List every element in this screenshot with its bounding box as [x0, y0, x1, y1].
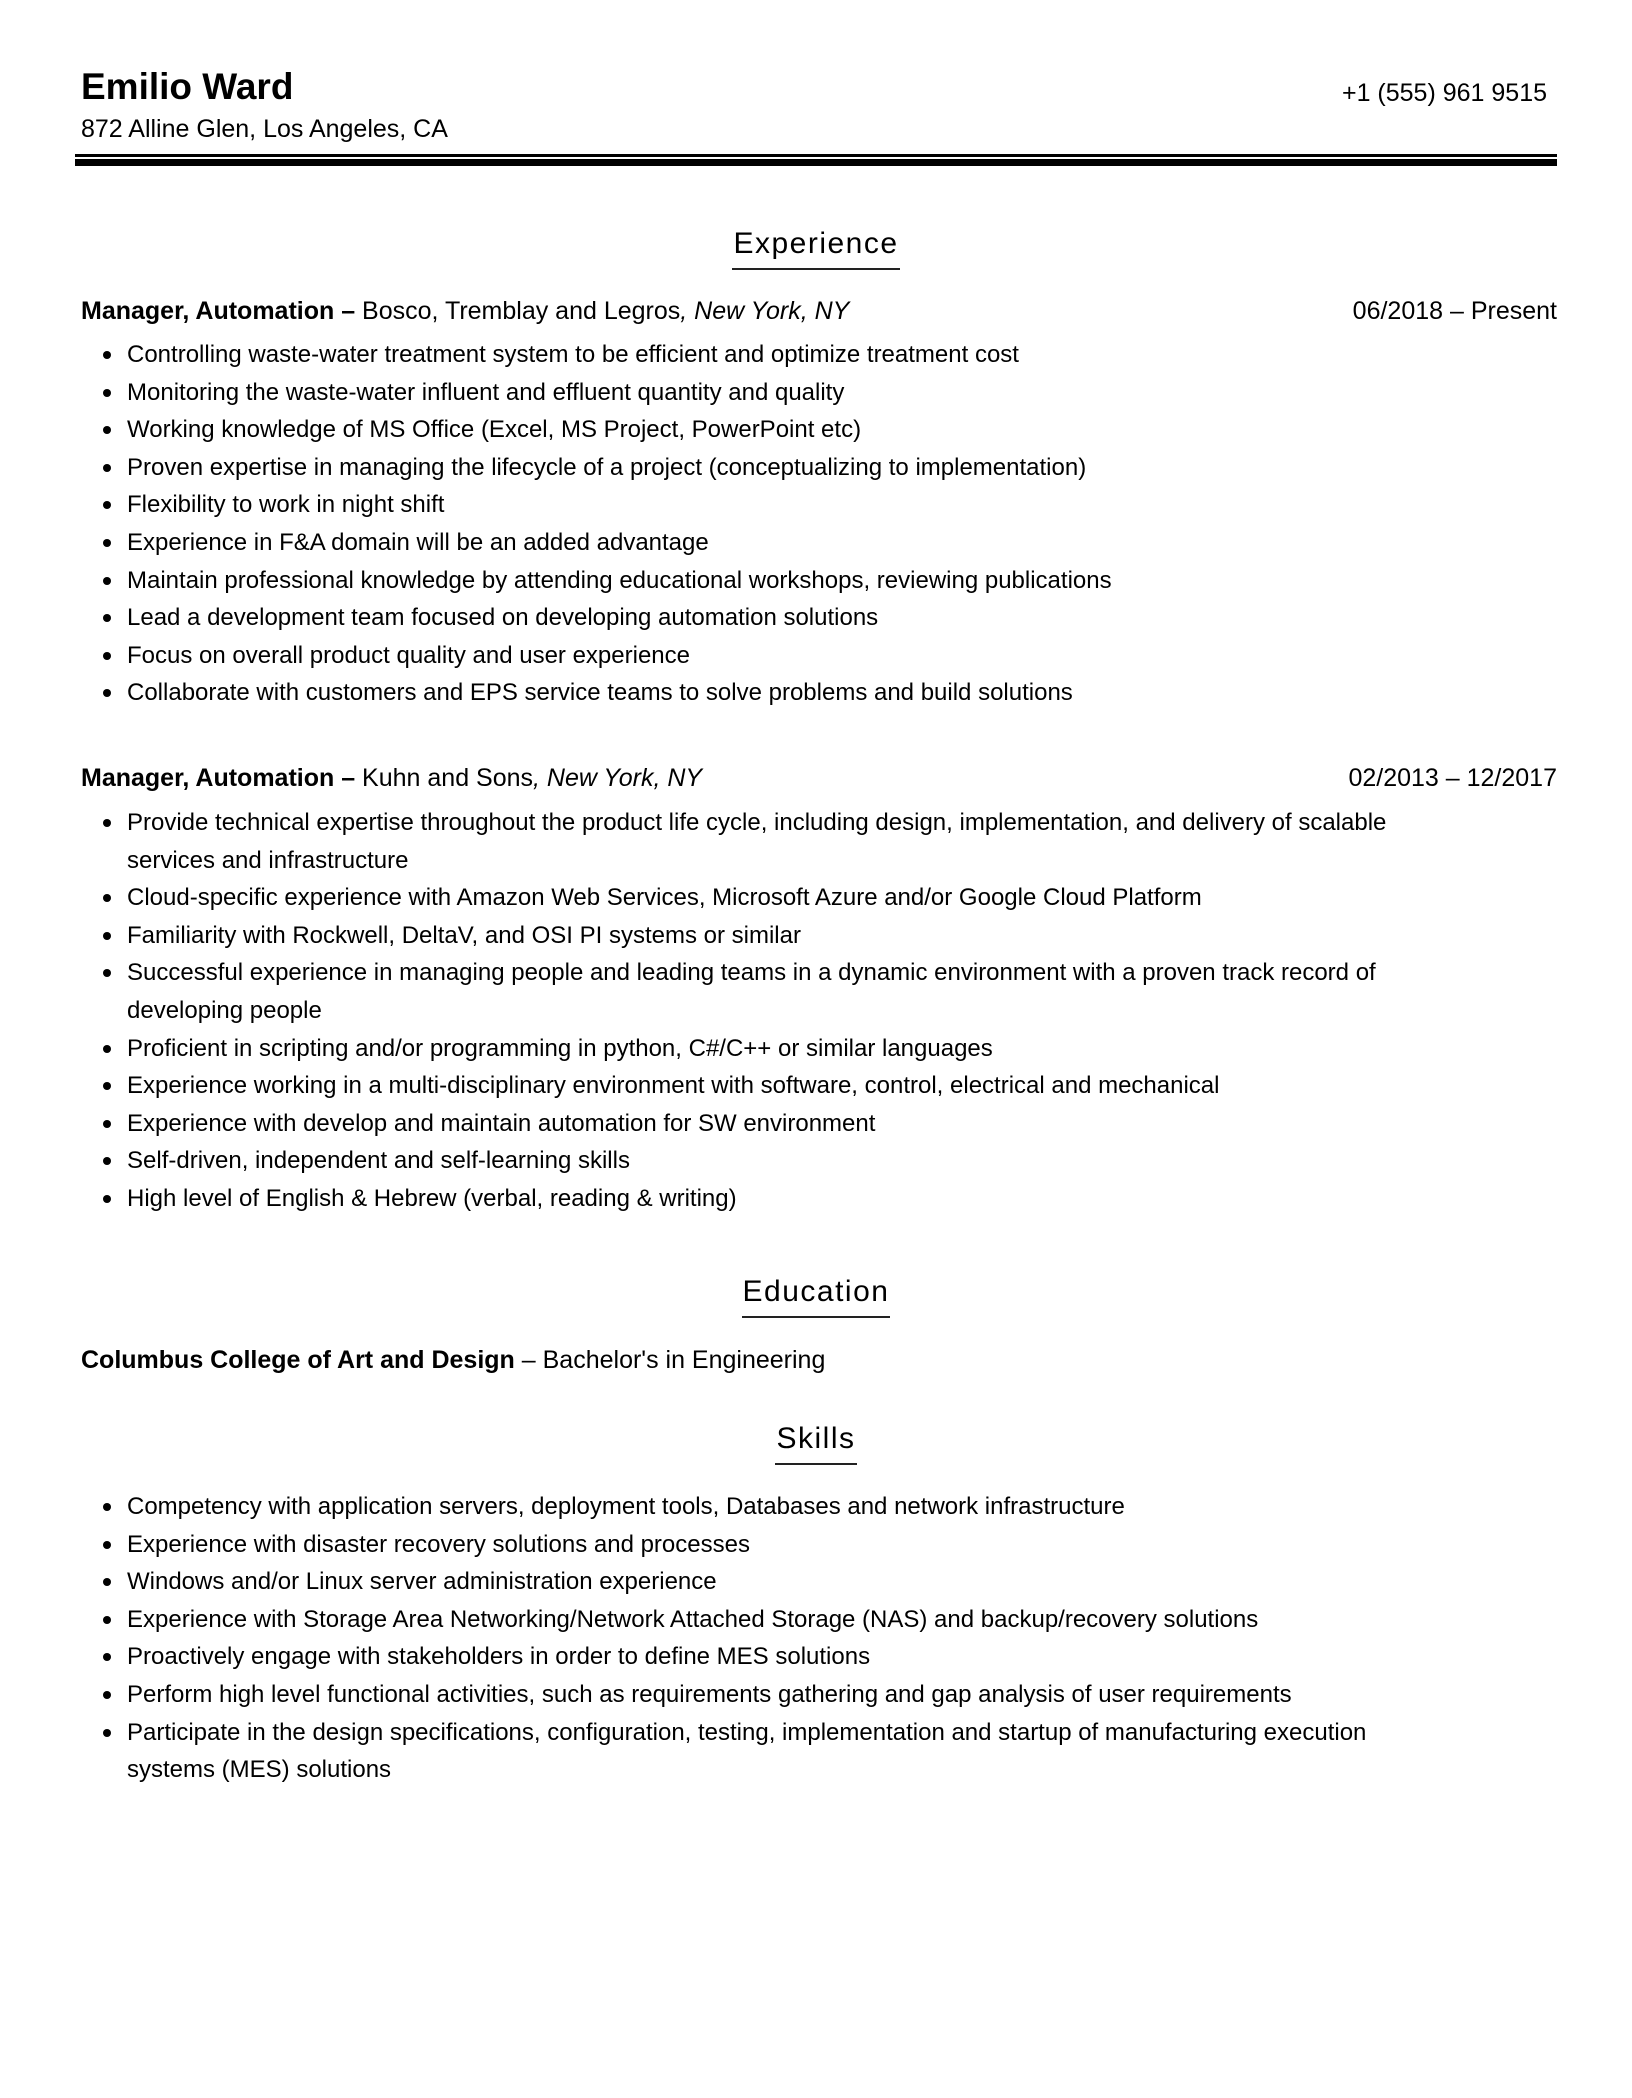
- list-item: [100, 524, 1112, 562]
- list-item: [100, 1563, 1366, 1601]
- bullet-icon: [103, 464, 111, 472]
- experience-section-heading: [0, 224, 1632, 270]
- list-item: [100, 1105, 1386, 1143]
- skills-heading-text: Skills: [775, 1419, 856, 1465]
- bullet-icon: [103, 1120, 111, 1128]
- list-item-text: Experience with disaster recovery solutions and processes: [127, 1530, 750, 1558]
- bullet-icon: [103, 819, 111, 827]
- bullet-icon: [103, 932, 111, 940]
- job-header: [81, 760, 1557, 798]
- job-bullet-list: [100, 336, 1112, 712]
- list-item: [100, 562, 1112, 600]
- bullet-icon: [103, 1691, 111, 1699]
- list-item-text: services and infrastructure: [127, 846, 409, 874]
- list-item: [100, 1526, 1366, 1564]
- list-item-text: Competency with application servers, deployment tools, Databases and network infrastructure: [127, 1493, 1125, 1520]
- list-item-text: Cloud-specific experience with Amazon Web Services, Microsoft Azure and/or Google Cloud Platform: [127, 884, 1202, 912]
- bullet-icon: [103, 1541, 111, 1549]
- bullet-icon: [103, 689, 111, 697]
- bullet-icon: [103, 389, 111, 397]
- bullet-icon: [103, 1195, 111, 1203]
- education-school: Columbus College of Art and Design: [81, 1346, 515, 1374]
- job-title: Manager, Automation –: [81, 297, 356, 325]
- list-item-text: Proven expertise in managing the lifecycle of a project (conceptualizing to implementation): [127, 453, 1087, 481]
- list-item-text: High level of English & Hebrew (verbal, reading & writing): [127, 1184, 737, 1212]
- list-item: [100, 1142, 1386, 1180]
- education-heading-text: Education: [742, 1272, 891, 1318]
- job-location: , New York, NY: [680, 297, 850, 325]
- list-item: [100, 1488, 1366, 1526]
- list-item-text: Maintain professional knowledge by attending educational workshops, reviewing publications: [127, 566, 1112, 594]
- list-item-text: Experience with Storage Area Networking/Network Attached Storage (NAS) and backup/recovery solutions: [127, 1605, 1259, 1633]
- job-dates: 06/2018 – Present: [1352, 297, 1557, 325]
- job-dates: 02/2013 – 12/2017: [1348, 764, 1557, 792]
- list-item-text: Participate in the design specifications, configuration, testing, implementation and startup of manufacturing execution: [127, 1718, 1367, 1746]
- list-item: [100, 674, 1112, 712]
- bullet-icon: [103, 577, 111, 585]
- list-item-text: Controlling waste-water treatment system to be efficient and optimize treatment cost: [127, 341, 1019, 368]
- job-title: Manager, Automation –: [81, 764, 356, 792]
- bullet-icon: [103, 501, 111, 509]
- list-item-text: Experience with develop and maintain automation for SW environment: [127, 1109, 876, 1137]
- list-item-text: Flexibility to work in night shift: [127, 491, 445, 519]
- list-item-text: Working knowledge of MS Office (Excel, MS Project, PowerPoint etc): [127, 416, 862, 444]
- list-item: [100, 879, 1386, 917]
- list-item-text: Provide technical expertise throughout the product life cycle, including design, implementation, and delivery of scalable: [127, 809, 1387, 836]
- list-item: [100, 486, 1112, 524]
- bullet-icon: [103, 1729, 111, 1737]
- list-item-text: systems (MES) solutions: [127, 1756, 392, 1784]
- list-item: [100, 1067, 1386, 1105]
- list-item: [100, 449, 1112, 487]
- list-item: [100, 411, 1112, 449]
- list-item-text: Lead a development team focused on developing automation solutions: [127, 604, 879, 632]
- list-item: [100, 1638, 1366, 1676]
- experience-heading-text: Experience: [732, 224, 899, 270]
- list-item-text: Proactively engage with stakeholders in order to define MES solutions: [127, 1643, 871, 1671]
- list-item-text: Focus on overall product quality and user experience: [127, 641, 690, 669]
- bullet-icon: [103, 1503, 111, 1511]
- skills-section-heading: [0, 1419, 1632, 1465]
- bullet-icon: [103, 1082, 111, 1090]
- bullet-icon: [103, 1578, 111, 1586]
- bullet-icon: [103, 652, 111, 660]
- bullet-icon: [103, 426, 111, 434]
- list-item: [100, 336, 1112, 374]
- bullet-icon: [103, 614, 111, 622]
- list-item: [100, 374, 1112, 412]
- bullet-icon: [103, 1157, 111, 1165]
- list-item: [100, 599, 1112, 637]
- bullet-icon: [103, 969, 111, 977]
- education-degree: – Bachelor's in Engineering: [514, 1346, 826, 1374]
- list-item: [100, 1030, 1386, 1068]
- bullet-icon: [103, 1045, 111, 1053]
- list-item-text: Familiarity with Rockwell, DeltaV, and OSI PI systems or similar: [127, 921, 801, 949]
- candidate-phone: +1 (555) 961 9515: [1341, 79, 1547, 107]
- list-item-text: Monitoring the waste-water influent and effluent quantity and quality: [127, 378, 845, 406]
- bullet-icon: [103, 539, 111, 547]
- list-item: [100, 1676, 1366, 1714]
- header-divider-thin: [75, 154, 1557, 157]
- list-item-text: Proficient in scripting and/or programming in python, C#/C++ or similar languages: [127, 1034, 993, 1062]
- job-header: [81, 293, 1557, 331]
- bullet-icon: [103, 894, 111, 902]
- bullet-icon: [103, 1653, 111, 1661]
- list-item-text: Experience in F&A domain will be an added advantage: [127, 528, 709, 556]
- list-item-text: Successful experience in managing people and leading teams in a dynamic environment with a proven track record of: [127, 959, 1376, 987]
- header-divider-thick: [75, 159, 1557, 166]
- list-item: [100, 954, 1386, 1029]
- list-item-text: Windows and/or Linux server administration experience: [127, 1568, 717, 1596]
- list-item: [100, 1601, 1366, 1639]
- list-item-text: Collaborate with customers and EPS service teams to solve problems and build solutions: [127, 679, 1073, 707]
- education-entry: [81, 1342, 825, 1380]
- candidate-name: Emilio Ward: [81, 66, 294, 107]
- list-item: [100, 1180, 1386, 1218]
- list-item-text: Self-driven, independent and self-learning skills: [127, 1147, 630, 1175]
- list-item: [100, 1714, 1366, 1789]
- job-bullet-list: [100, 804, 1386, 1218]
- list-item-text: Experience working in a multi-disciplinary environment with software, control, electrical and mechanical: [127, 1072, 1220, 1100]
- education-section-heading: [0, 1272, 1632, 1318]
- list-item: [100, 804, 1386, 879]
- job-company: Bosco, Tremblay and Legros: [355, 297, 681, 325]
- list-item-text: Perform high level functional activities, such as requirements gathering and gap analysis of user requirements: [127, 1680, 1292, 1708]
- bullet-icon: [103, 1616, 111, 1624]
- skills-bullet-list: [100, 1488, 1366, 1789]
- list-item: [100, 637, 1112, 675]
- bullet-icon: [103, 351, 111, 359]
- job-company: Kuhn and Sons: [355, 764, 534, 792]
- list-item: [100, 917, 1386, 955]
- job-location: , New York, NY: [533, 764, 703, 792]
- candidate-address: 872 Alline Glen, Los Angeles, CA: [81, 115, 448, 143]
- list-item-text: developing people: [127, 996, 322, 1024]
